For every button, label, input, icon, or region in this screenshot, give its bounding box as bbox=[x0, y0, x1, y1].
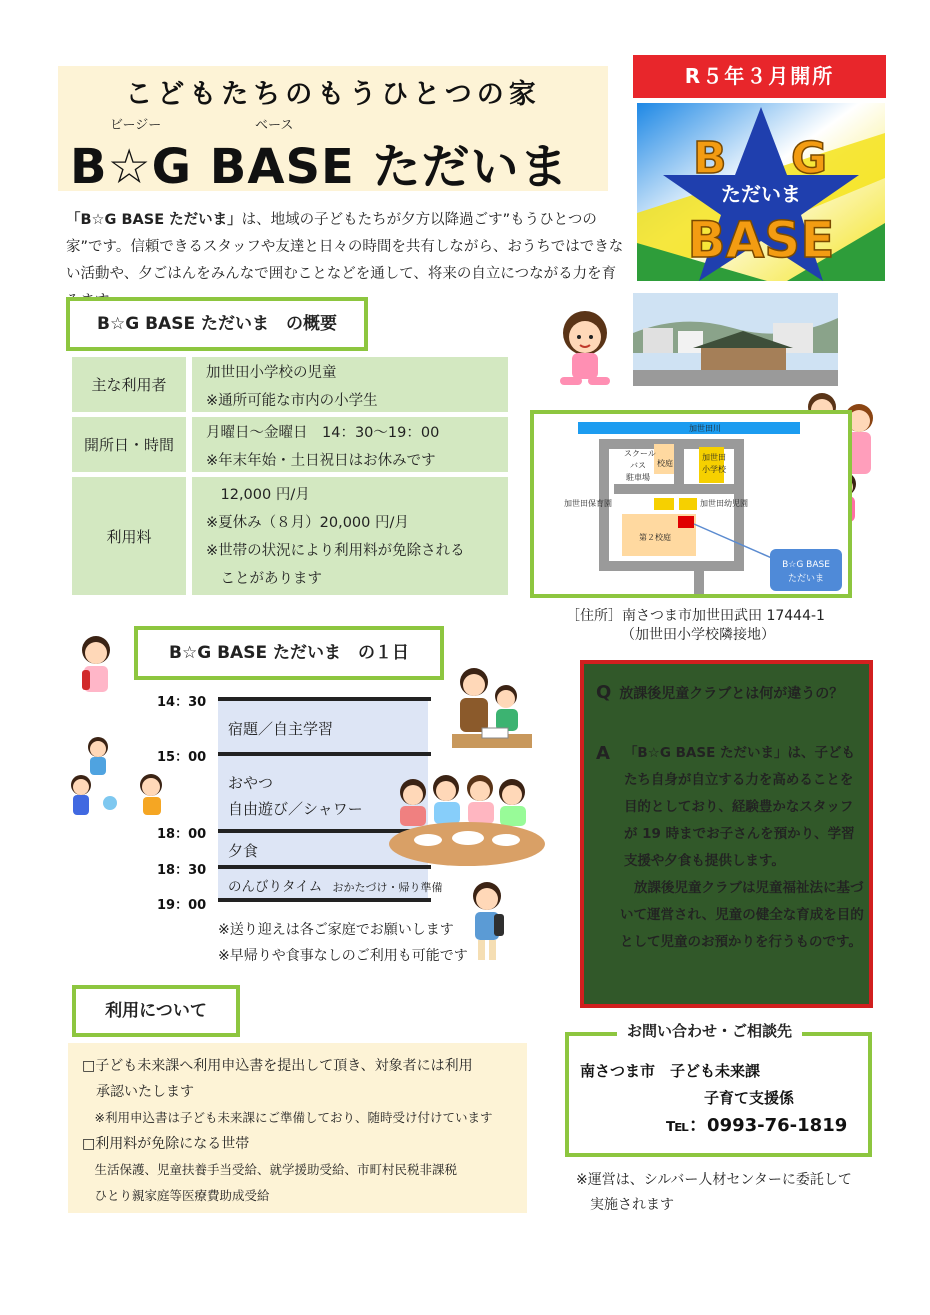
usage-item: □利用料が免除になる世帯 bbox=[82, 1136, 250, 1152]
qa-question bbox=[596, 682, 843, 703]
activity-relax-sub: おかたづけ・帰り準備 bbox=[332, 881, 443, 894]
activity-homework: 宿題／自主学習 bbox=[228, 720, 334, 738]
operator-footnote bbox=[576, 1168, 852, 1218]
usage-item: 生活保護、児童扶養手当受給、就学援助受給、市町村民税非課税 bbox=[82, 1162, 458, 1177]
building-photo bbox=[633, 293, 838, 386]
address-line: ［住所］南さつま市加世田武田 17444-1 bbox=[566, 608, 825, 624]
map-bus-label-3: 駐車場 bbox=[626, 473, 650, 482]
activity-relax bbox=[228, 875, 443, 895]
a-mark: A bbox=[596, 743, 610, 764]
usage-heading: 利用について bbox=[72, 985, 240, 1037]
overview-line: 月曜日～金曜日 14：30～19：00 bbox=[206, 425, 440, 441]
schedule-heading: B☆G BASE ただいま の１日 bbox=[134, 626, 444, 680]
contact-phone[interactable]: ℡：0993-76-1819 bbox=[666, 1115, 848, 1136]
schedule-divider bbox=[218, 898, 431, 902]
schedule-divider bbox=[218, 752, 431, 756]
activity-play: 自由遊び／シャワー bbox=[228, 800, 363, 818]
map-kindergarten-label: 加世田幼児園 bbox=[700, 499, 748, 508]
overview-line: ことがあります bbox=[206, 571, 322, 587]
time-label: 14：30 bbox=[157, 695, 207, 710]
logo-letter-b: B bbox=[693, 133, 727, 184]
overview-line: ※通所可能な市内の小学生 bbox=[206, 393, 378, 409]
overview-value bbox=[192, 417, 508, 472]
overview-line: ※夏休み（８月）20,000 円/月 bbox=[206, 515, 409, 531]
overview-label: 開所日・時間 bbox=[72, 417, 186, 472]
activity-snack: おやつ bbox=[228, 774, 274, 792]
time-label: 15：00 bbox=[157, 750, 207, 765]
map-second-yard-label: 第２校庭 bbox=[639, 533, 671, 542]
activity-relax-label: のんびりタイム bbox=[228, 879, 323, 895]
homework-illustration bbox=[452, 664, 532, 758]
map-bus-label-2: バス bbox=[630, 461, 646, 470]
answer-text-1: 「B☆G BASE ただいま」は、子どもたち自身が自立する力を高めることを目的としており、経験豊かなスタッフが 19 時までお子さんを預かり、学習支援や夕食も提供します。 bbox=[623, 745, 855, 869]
ruby-base: ベース bbox=[255, 118, 294, 133]
page-title: B☆G BASE ただいま bbox=[70, 139, 569, 195]
schedule-note: ※早帰りや食事なしのご利用も可能です bbox=[218, 948, 468, 964]
time-label: 18：00 bbox=[157, 827, 207, 842]
opening-banner: R５年３月開所 bbox=[633, 55, 886, 98]
map-callout-1: B☆G BASE bbox=[782, 560, 830, 570]
ruby-bg: ビージー bbox=[110, 118, 162, 133]
overview-heading: B☆G BASE ただいま の概要 bbox=[66, 297, 368, 351]
usage-item: 承認いたします bbox=[82, 1084, 194, 1100]
contact-heading: お問い合わせ・ご相談先 bbox=[617, 1020, 802, 1041]
footnote-line: 実施されます bbox=[576, 1197, 674, 1213]
usage-note: ※利用申込書は子ども未来課にご準備しており、随時受け付けています bbox=[82, 1110, 493, 1125]
intro-text: は、地域の子どもたちが夕方以降過ごす”もうひとつの家”です。信頼できるスタッフや友達と日々の時間を共有しながら、おうちではできない活動や、夕ごはんをみんなで囲むことなどを通して、将来の自立につながる力を育 bbox=[66, 212, 624, 282]
overview-label: 主な利用者 bbox=[72, 357, 186, 412]
facility-logo bbox=[637, 103, 885, 281]
footnote-line: ※運営は、シルバー人材センターに委託して bbox=[576, 1172, 852, 1188]
overview-line: ※年末年始・土日祝日はお休みです bbox=[206, 453, 436, 469]
usage-text bbox=[82, 1053, 522, 1209]
address bbox=[566, 607, 825, 645]
answer-text-2: 放課後児童クラブは児童福祉法に基づいて運営され、児童の健全な育成を目的として児童のお預かりを行うものです。 bbox=[620, 880, 864, 950]
logo-middle-text: ただいま bbox=[721, 182, 801, 206]
map-schoolyard-label: 校庭 bbox=[657, 459, 673, 468]
logo-letter-g: G bbox=[791, 133, 828, 184]
girl-illustration bbox=[552, 305, 618, 395]
map-bus-label-1: スクール bbox=[624, 449, 656, 458]
contact-info bbox=[580, 1058, 865, 1139]
dinner-illustration bbox=[388, 772, 546, 867]
overview-line: 12,000 円/月 bbox=[206, 487, 310, 503]
intro-facility-name: 「B☆G BASE ただいま」 bbox=[66, 212, 242, 228]
map-callout-2: ただいま bbox=[787, 574, 825, 584]
time-label: 19：00 bbox=[157, 898, 207, 913]
overview-label: 利用料 bbox=[72, 477, 186, 595]
contact-org: 南さつま市 子ども未来課 bbox=[580, 1062, 761, 1080]
usage-item: □子ども未来課へ利用申込書を提出して頂き、対象者には利用 bbox=[82, 1058, 473, 1074]
time-label: 18：30 bbox=[157, 863, 207, 878]
overview-value bbox=[192, 477, 508, 595]
q-mark: Q bbox=[596, 682, 612, 703]
map-river-label: 加世田川 bbox=[689, 424, 721, 433]
overview-row-fee bbox=[72, 477, 508, 595]
girl-with-backpack-illustration bbox=[76, 634, 116, 704]
question-text: 放課後児童クラブとは何が違うの？ bbox=[619, 686, 844, 702]
overview-row-hours bbox=[72, 417, 508, 472]
contact-section: 子育て支援係 bbox=[704, 1089, 795, 1107]
overview-row-users bbox=[72, 357, 508, 412]
address-line: （加世田小学校隣接地） bbox=[621, 627, 775, 643]
overview-value bbox=[192, 357, 508, 412]
overview-line: 加世田小学校の児童 bbox=[206, 365, 337, 381]
usage-item: ひとり親家庭等医療費助成受給 bbox=[82, 1188, 270, 1203]
map-frame bbox=[530, 410, 852, 598]
boy-with-backpack-illustration bbox=[466, 880, 508, 964]
schedule-divider bbox=[218, 697, 431, 701]
map-school-label-2: 小学校 bbox=[702, 465, 726, 474]
schedule-note: ※送り迎えは各ご家庭でお願いします bbox=[218, 922, 454, 938]
qa-answer bbox=[596, 740, 866, 956]
logo-base-text: BASE bbox=[687, 211, 835, 269]
page-subtitle: こどもたちのもうひとつの家 bbox=[125, 79, 541, 110]
overview-line: ※世帯の状況により利用料が免除される bbox=[206, 543, 465, 559]
map-school-label-1: 加世田 bbox=[702, 453, 726, 462]
map-nursery-label: 加世田保育園 bbox=[564, 499, 612, 508]
activity-dinner: 夕食 bbox=[228, 842, 259, 860]
